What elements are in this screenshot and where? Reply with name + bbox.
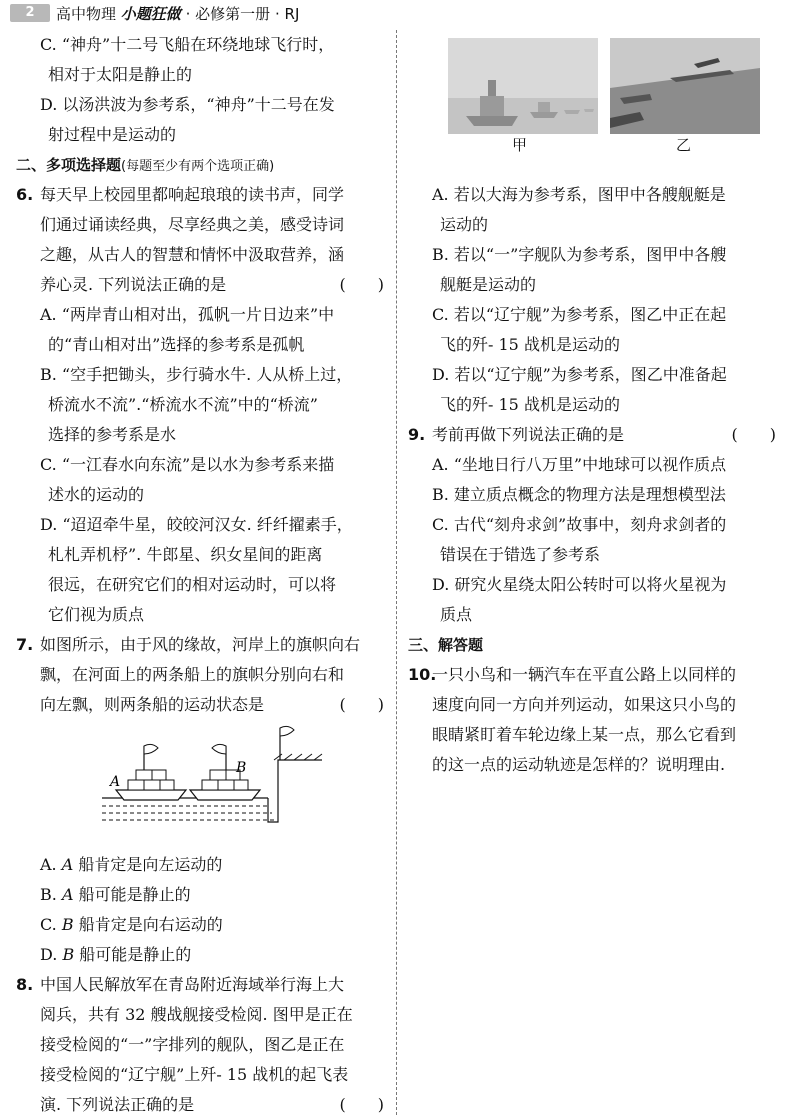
photo-fleet	[448, 38, 598, 134]
q9-stem: 9. 考前再做下列说法正确的是 ( )	[408, 420, 780, 450]
river-boats-diagram	[16, 724, 388, 844]
section-2-heading	[16, 150, 388, 180]
q10-number: 10.	[408, 665, 437, 684]
q8-option-c-line1: C. 若以“辽宁舰”为参考系，图乙中正在起	[432, 305, 727, 324]
q6-option-b-line2: 桥流水不流”.“桥流水不流”中的“桥流”	[48, 395, 318, 414]
q9-answer-paren: ( )	[731, 425, 776, 444]
q6-stem-line1: 6. 每天早上校园里都响起琅琅的读书声，同学	[16, 180, 388, 210]
q8-option-b-line1: B. 若以“一”字舰队为参考系，图甲中各艘	[432, 245, 727, 264]
q8-stem-line1: 8. 中国人民解放军在青岛附近海域举行海上大	[16, 970, 388, 1000]
q6-option-d-line1: D. “迢迢牵牛星，皎皎河汉女. 纤纤擢素手，	[40, 515, 353, 534]
q10-stem-line2: 速度向同一方向并列运动，如果这只小鸟的	[432, 695, 737, 714]
q8-photos	[408, 30, 780, 180]
q6-stem-line3: 之趣，从古人的智慧和情怀中汲取营养，涵	[40, 245, 345, 264]
q6-stem-line4: 养心灵. 下列说法正确的是 ( )	[16, 270, 388, 300]
q8-answer-paren: ( )	[339, 1095, 384, 1114]
q9-option-a: A. “坐地日行八万里”中地球可以视作质点	[432, 455, 727, 474]
q7-figure	[16, 724, 388, 844]
q9-option-d-line1: D. 研究火星绕太阳公转时可以将火星视为	[432, 575, 727, 594]
section-2-title: 二、多项选择题	[16, 156, 122, 174]
column-divider	[396, 30, 397, 1115]
q8-stem-line3: 接受检阅的“一”字排列的舰队，图乙是正在	[40, 1035, 345, 1054]
q8-stem-line4: 接受检阅的“辽宁舰”上歼- 15 战机的起飞表	[40, 1065, 349, 1084]
q6-option-d-line2: 札札弄机杼”. 牛郎星、织女星间的距离	[48, 545, 323, 564]
q6-option-c-line2: 述水的运动的	[48, 485, 145, 504]
section-3-heading: 三、解答题	[408, 636, 484, 654]
q7-stem-line2: 飘，在河面上的两条船上的旗帜分别向右和	[40, 665, 345, 684]
q8-option-a-line2: 运动的	[440, 215, 489, 234]
q6-number: 6.	[16, 185, 34, 204]
q6-option-b-line1: B. “空手把锄头，步行骑水牛. 人从桥上过，	[40, 365, 353, 384]
page-header	[0, 0, 790, 28]
page-number: 2	[10, 4, 50, 22]
q7-stem-line3: 向左飘，则两条船的运动状态是 ( )	[16, 690, 388, 720]
q5-option-d-line2: 射过程中是运动的	[48, 125, 177, 144]
q7-option-d: D. B 船可能是静止的	[40, 945, 192, 964]
q6-option-a-line1: A. “两岸青山相对出，孤帆一片日边来”中	[40, 305, 335, 324]
right-column	[408, 30, 780, 780]
q8-option-d-line2: 飞的歼- 15 战机是运动的	[440, 395, 620, 414]
subject: 高中物理	[56, 5, 117, 23]
running-header: 高中物理 小题狂做 · 必修第一册 · RJ	[56, 5, 300, 23]
caption-jia: 甲	[512, 136, 528, 154]
q7-stem-line1: 7. 如图所示，由于风的缘故，河岸上的旗帜向右	[16, 630, 388, 660]
q7-option-b: B. A 船可能是静止的	[40, 885, 191, 904]
q9-option-b: B. 建立质点概念的物理方法是理想模型法	[432, 485, 726, 504]
q6-stem-line2: 们通过诵读经典，尽享经典之美，感受诗词	[40, 215, 345, 234]
q9-option-c-line2: 错误在于错选了参考系	[440, 545, 601, 564]
q6-option-d-line3: 很远，在研究它们的相对运动时，可以将	[48, 575, 337, 594]
q6-option-b-line3: 选择的参考系是水	[48, 425, 177, 444]
q5-option-c-line1: C. “神舟”十二号飞船在环绕地球飞行时，	[40, 35, 335, 54]
boat-b	[190, 744, 260, 800]
q6-option-c-line1: C. “一江春水向东流”是以水为参考系来描	[40, 455, 335, 474]
q8-stem-line2: 阅兵，共有 32 艘战舰接受检阅. 图甲是正在	[40, 1005, 353, 1024]
left-column	[16, 30, 388, 1120]
photo-carrier	[610, 38, 760, 134]
boat-a	[116, 744, 186, 800]
q10-stem-line3: 眼睛紧盯着车轮边缘上某一点，那么它看到	[432, 725, 737, 744]
edition: RJ	[284, 5, 300, 23]
book-name: 必修第一册	[195, 5, 271, 23]
q6-answer-paren: ( )	[339, 275, 384, 294]
q8-stem-line5: 演. 下列说法正确的是 ( )	[16, 1090, 388, 1120]
label-b: B	[236, 760, 247, 776]
q8-number: 8.	[16, 975, 34, 994]
q9-number: 9.	[408, 425, 426, 444]
q10-stem-line4: 的这一点的运动轨迹是怎样的？说明理由.	[432, 755, 726, 774]
q7-number: 7.	[16, 635, 34, 654]
label-a: A	[110, 774, 121, 790]
q8-option-c-line2: 飞的歼- 15 战机是运动的	[440, 335, 620, 354]
q5-option-c-line2: 相对于太阳是静止的	[48, 65, 193, 84]
q7-option-a: A. A 船肯定是向左运动的	[40, 855, 223, 874]
q8-option-d-line1: D. 若以“辽宁舰”为参考系，图乙中准备起	[432, 365, 727, 384]
q9-option-d-line2: 质点	[440, 605, 473, 624]
q8-option-b-line2: 舰艇是运动的	[440, 275, 537, 294]
brand-logo: 小题狂做	[120, 5, 181, 23]
q7-answer-paren: ( )	[339, 695, 384, 714]
caption-yi: 乙	[676, 136, 692, 154]
q7-option-c: C. B 船肯定是向右运动的	[40, 915, 223, 934]
q8-option-a-line1: A. 若以大海为参考系，图甲中各艘舰艇是	[432, 185, 726, 204]
q6-option-a-line2: 的“青山相对出”选择的参考系是孤帆	[48, 335, 305, 354]
q6-option-d-line4: 它们视为质点	[48, 605, 145, 624]
section-2-note: (每题至少有两个选项正确)	[121, 159, 275, 174]
q9-option-c-line1: C. 古代“刻舟求剑”故事中，刻舟求剑者的	[432, 515, 727, 534]
q5-option-d-line1: D. 以汤洪波为参考系，“神舟”十二号在发	[40, 95, 335, 114]
q10-stem-line1: 10.一只小鸟和一辆汽车在平直公路上以同样的	[408, 660, 780, 690]
